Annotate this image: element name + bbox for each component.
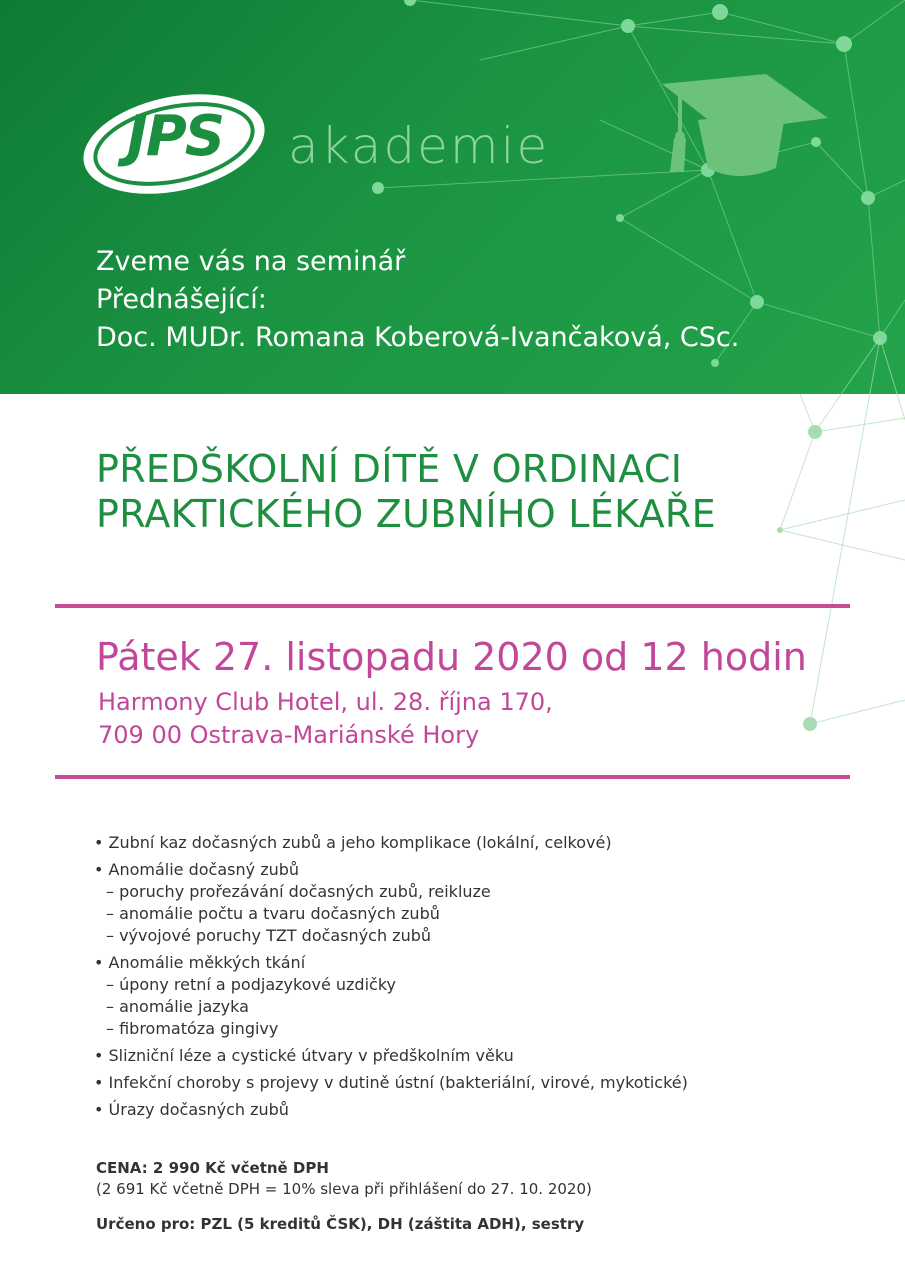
lecturer-name: Doc. MUDr. Romana Koberová-Ivančaková, CSc. <box>96 322 740 353</box>
title-line-1: PŘEDŠKOLNÍ DÍTĚ V ORDINACI <box>96 447 683 491</box>
logo-text: JPS <box>126 104 224 169</box>
topic-item <box>94 952 688 1040</box>
topic-text: • Úrazy dočasných zubů <box>94 1100 289 1119</box>
topic-subitem: – fibromatóza gingivy <box>106 1019 279 1038</box>
topic-text: • Infekční choroby s projevy v dutině ústní (bakteriální, virové, mykotické) <box>94 1073 688 1092</box>
divider-top <box>55 604 850 608</box>
topic-item <box>94 1045 688 1067</box>
topic-subitem: – anomálie jazyka <box>106 997 249 1016</box>
title-line-2: PRAKTICKÉHO ZUBNÍHO LÉKAŘE <box>96 492 716 536</box>
topic-text: • Zubní kaz dočasných zubů a jeho komplikace (lokální, celkové) <box>94 833 612 852</box>
venue-line-1: Harmony Club Hotel, ul. 28. října 170, <box>98 688 553 716</box>
pricing-block <box>96 1158 592 1234</box>
event-date: Pátek 27. listopadu 2020 od 12 hodin <box>96 635 807 679</box>
topic-subitem: – anomálie počtu a tvaru dočasných zubů <box>106 904 440 923</box>
topic-item <box>94 832 688 854</box>
topic-text: • Slizniční léze a cystické útvary v předškolním věku <box>94 1046 514 1065</box>
lecturer-label: Přednášející: <box>96 284 267 315</box>
invitation-block <box>96 243 739 357</box>
audience-text: Určeno pro: PZL (5 kreditů ČSK), DH (záštita ADH), sestry <box>96 1215 585 1233</box>
topic-subitem: – poruchy prořezávání dočasných zubů, reikluze <box>106 882 491 901</box>
topic-subitem: – úpony retní a podjazykové uzdičky <box>106 975 396 994</box>
topic-item <box>94 1072 688 1094</box>
topic-item <box>94 859 688 947</box>
event-venue <box>98 686 553 752</box>
divider-bottom <box>55 775 850 779</box>
venue-line-2: 709 00 Ostrava-Mariánské Hory <box>98 721 480 749</box>
topic-item <box>94 1099 688 1121</box>
invite-text: Zveme vás na seminář <box>96 246 406 277</box>
topic-text: • Anomálie měkkých tkání <box>94 953 306 972</box>
brand-suffix: akademie <box>288 117 550 175</box>
discount-text: (2 691 Kč včetně DPH = 10% sleva při přihlášení do 27. 10. 2020) <box>96 1180 592 1198</box>
seminar-title <box>96 448 716 538</box>
graduation-cap-icon <box>658 72 830 182</box>
topic-text: • Anomálie dočasný zubů <box>94 860 300 879</box>
topic-subitem: – vývojové poruchy TZT dočasných zubů <box>106 926 432 945</box>
price-text: CENA: 2 990 Kč včetně DPH <box>96 1159 329 1177</box>
header-banner <box>0 0 905 394</box>
topic-list <box>94 832 688 1126</box>
